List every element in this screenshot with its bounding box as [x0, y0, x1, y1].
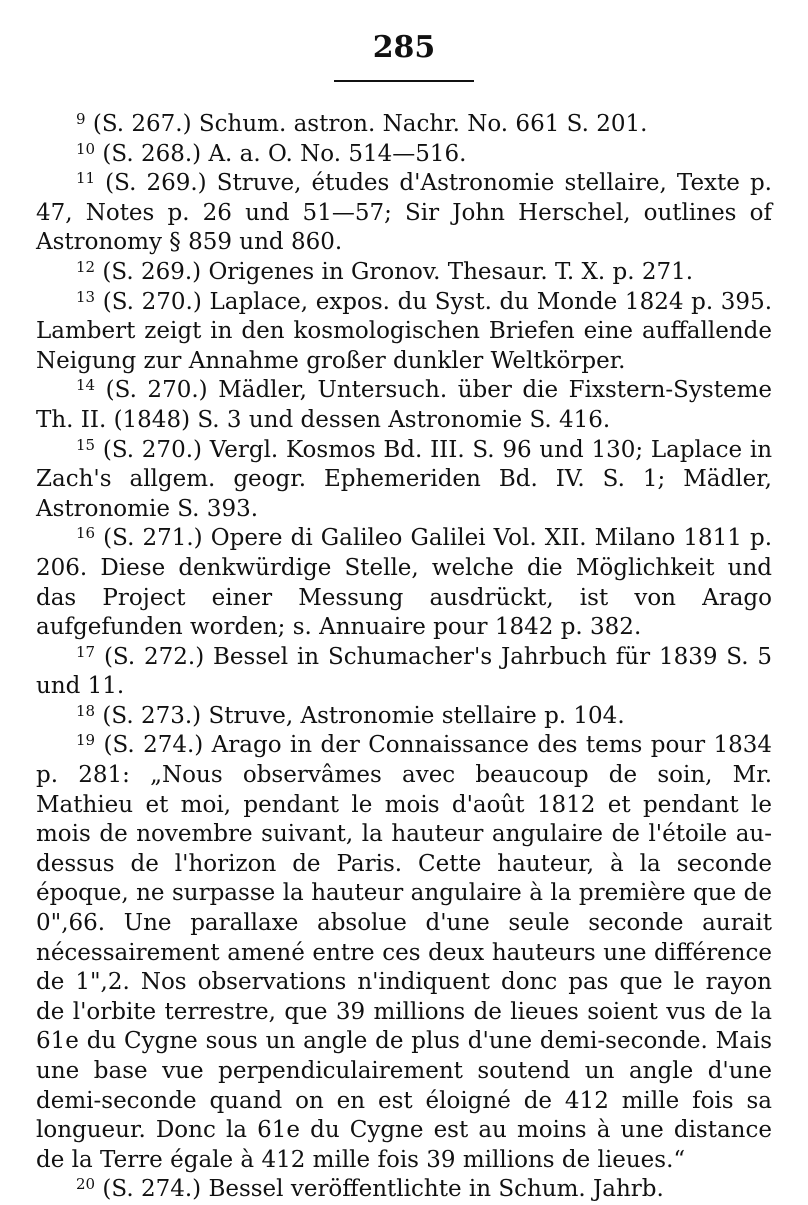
footnote [36, 258, 772, 288]
footnote-reference: (S. 272.) [103, 643, 205, 670]
footnote [36, 288, 772, 377]
footnote-reference: (S. 270.) [105, 377, 208, 404]
footnote-number: 15 [76, 435, 96, 454]
footnote-reference: (S. 270.) [102, 288, 202, 315]
footnote-number: 17 [76, 642, 96, 661]
footnote-number: 18 [76, 701, 96, 720]
footnote-number: 20 [76, 1175, 96, 1194]
footnote-text: Vergl. Kosmos Bd. III. S. 96 und 130; Laplace in Zach's allgem. geogr. Ephemeriden Bd. IV. S. 1; Mädler, Astronomie S. 393. [36, 436, 773, 522]
footnote-number: 19 [76, 731, 96, 750]
footnotes [36, 110, 772, 1205]
footnote [36, 702, 772, 732]
footnote-text: Laplace, expos. du Syst. du Monde 1824 p. 395. Lambert zeigt in den kosmologischen Briefen eine auffallende Neigung zur Annahme großer dunkler Weltkörper. [36, 288, 773, 374]
footnote [36, 169, 772, 258]
footnote-text: Schum. astron. Nachr. No. 661 S. 201. [198, 111, 648, 137]
footnote-number: 9 [76, 110, 86, 128]
footnote-number: 14 [76, 376, 96, 395]
footnote [36, 524, 772, 642]
footnote-text: Arago in der Connaissance des tems pour 1834 p. 281: „Nous observâmes avec beaucoup de soin, Mr. Mathieu et moi, pendant le mois d'août 1812 et pendant le mois de novembre suivant, la hauteur angulaire de l'étoile au-dessus de l'horizon de Paris. Cette hauteur, à la seconde époque, ne surpasse la hauteur angulaire à la première que de 0",66. Une parallaxe absolue d'une seule seconde aurait nécessairement amené entre ces deux hauteurs une différence de 1",2. Nos observations n'indiquent donc pas que le rayon de l'orbite terrestre, que 39 millions de lieues soient vus de la 61e du Cygne sous un angle de plus d'une demi-seconde. Mais une base vue perpendiculairement soutend un angle d'une demi-seconde quand on en est éloigné de 412 mille fois sa longueur. Donc la 61e du Cygne est au moins à une distance de la Terre égale à 412 mille fois 39 millions de lieues.“ [36, 732, 773, 1173]
footnote-number: 12 [76, 257, 96, 276]
footnote-reference: (S. 271.) [103, 525, 203, 552]
footnote-reference: (S. 267.) [92, 111, 192, 137]
footnote-text: Opere di Galileo Galilei Vol. XII. Milano 1811 p. 206. Diese denkwürdige Stelle, welche die Möglichkeit und das Project einer Messung ausdrückt, ist von Arago aufgefunden worden; s. Annuaire pour 1842 p. 382. [36, 525, 773, 641]
footnote-text: Struve, Astronomie stellaire p. 104. [208, 702, 625, 729]
footnote [36, 140, 772, 170]
footnote [36, 436, 772, 525]
footnote-text: Struve, études d'Astronomie stellaire, Texte p. 47, Notes p. 26 und 51—57; Sir John Herschel, outlines of Astronomy § 859 und 860. [36, 170, 772, 256]
footnote-reference: (S. 269.) [102, 258, 202, 285]
footnote-reference: (S. 268.) [102, 140, 202, 167]
footnote [36, 643, 772, 702]
footnote-text: Bessel veröffentlichte in Schum. Jahrb. [208, 1176, 664, 1203]
footnote-reference: (S. 273.) [102, 702, 202, 729]
page-number: 285 [372, 30, 436, 65]
footnote [36, 110, 772, 140]
footnote-text: Bessel in Schumacher's Jahrbuch für 1839 S. 5 und 11. [36, 643, 773, 700]
footnote [36, 1175, 772, 1205]
footnote-number: 16 [76, 524, 96, 543]
footnote-text: Origenes in Gronov. Thesaur. T. X. p. 271. [208, 258, 694, 285]
footnote-number: 10 [76, 139, 96, 158]
footnote-text: Mädler, Untersuch. über die Fixstern-Systeme Th. II. (1848) S. 3 und dessen Astronomie S. 416. [36, 377, 773, 433]
footnote-reference: (S. 270.) [102, 436, 202, 463]
header-rule [334, 80, 474, 82]
footnote [36, 376, 772, 435]
footnote-reference: (S. 269.) [105, 170, 207, 197]
footnote-reference: (S. 274.) [103, 732, 204, 759]
footnote-number: 11 [76, 169, 96, 188]
footnote-number: 13 [76, 287, 96, 306]
footnote-reference: (S. 274.) [102, 1176, 202, 1203]
footnote [36, 731, 772, 1175]
footnote-text: A. a. O. No. 514—516. [208, 140, 467, 167]
